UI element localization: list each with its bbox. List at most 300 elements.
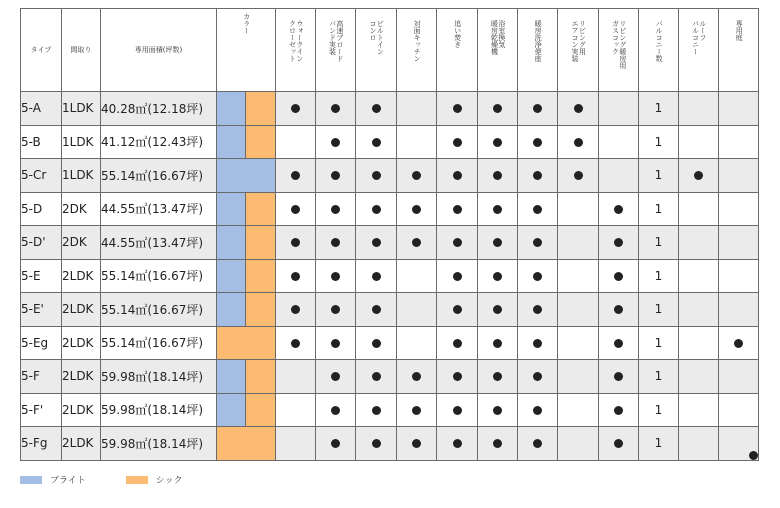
header-color: カラー	[217, 9, 276, 92]
availability-dot	[493, 205, 502, 214]
availability-dot	[493, 339, 502, 348]
availability-dot	[331, 171, 340, 180]
color-bright-swatch	[217, 159, 276, 193]
color-chic-swatch	[246, 192, 276, 226]
cell-feature	[437, 427, 478, 461]
header-feature: 浴室換気 暖房乾燥機	[478, 9, 518, 92]
availability-dot	[291, 104, 300, 113]
cell-feature	[276, 393, 316, 427]
cell-balcony-count: 1	[639, 159, 679, 193]
availability-dot	[412, 406, 421, 415]
availability-dot	[493, 439, 502, 448]
availability-dot	[614, 238, 623, 247]
availability-dot	[453, 339, 462, 348]
availability-dot	[331, 305, 340, 314]
availability-dot	[574, 171, 583, 180]
cell-private-garden	[719, 427, 759, 461]
availability-dot	[331, 439, 340, 448]
availability-dot	[412, 372, 421, 381]
cell-feature	[478, 226, 518, 260]
availability-dot	[412, 439, 421, 448]
cell-area: 55.14㎡(16.67坪)	[101, 293, 217, 327]
availability-dot	[372, 406, 381, 415]
availability-dot	[291, 305, 300, 314]
cell-roof-balcony	[679, 159, 719, 193]
cell-feature	[276, 259, 316, 293]
table-row	[21, 92, 759, 126]
table-row	[21, 192, 759, 226]
availability-dot	[453, 205, 462, 214]
cell-feature	[276, 159, 316, 193]
legend-bright-swatch	[20, 476, 42, 484]
cell-feature	[437, 393, 478, 427]
cell-feature	[397, 427, 437, 461]
cell-roof-balcony	[679, 393, 719, 427]
availability-dot	[533, 238, 542, 247]
availability-dot	[412, 205, 421, 214]
spec-table	[20, 8, 759, 461]
cell-feature	[518, 427, 558, 461]
availability-dot	[331, 238, 340, 247]
table-row	[21, 259, 759, 293]
availability-dot	[291, 238, 300, 247]
color-bright-swatch	[217, 192, 246, 226]
cell-feature	[599, 293, 639, 327]
cell-private-garden	[719, 259, 759, 293]
availability-dot	[614, 372, 623, 381]
cell-area: 59.98㎡(18.14坪)	[101, 393, 217, 427]
availability-dot	[493, 104, 502, 113]
cell-feature	[437, 259, 478, 293]
availability-dot	[291, 205, 300, 214]
color-chic-swatch	[246, 92, 276, 126]
cell-type: 5-F	[21, 360, 62, 394]
cell-feature	[558, 360, 599, 394]
header-row	[21, 9, 759, 92]
cell-private-garden	[719, 393, 759, 427]
cell-feature	[518, 192, 558, 226]
color-chic-swatch	[217, 427, 276, 461]
cell-feature	[437, 226, 478, 260]
availability-dot	[533, 406, 542, 415]
table-row	[21, 293, 759, 327]
cell-feature	[437, 293, 478, 327]
cell-feature	[478, 427, 518, 461]
availability-dot	[533, 171, 542, 180]
availability-dot	[412, 171, 421, 180]
cell-roof-balcony	[679, 92, 719, 126]
availability-dot	[533, 104, 542, 113]
cell-madori: 2LDK	[62, 427, 101, 461]
cell-private-garden	[719, 360, 759, 394]
availability-dot	[493, 406, 502, 415]
cell-roof-balcony	[679, 192, 719, 226]
availability-dot	[453, 138, 462, 147]
cell-feature	[599, 192, 639, 226]
availability-dot	[533, 439, 542, 448]
color-bright-swatch	[217, 226, 246, 260]
cell-feature	[276, 226, 316, 260]
cell-madori: 2LDK	[62, 259, 101, 293]
cell-feature	[397, 92, 437, 126]
availability-dot	[533, 305, 542, 314]
cell-madori: 2DK	[62, 192, 101, 226]
availability-dot	[574, 104, 583, 113]
cell-feature	[518, 92, 558, 126]
cell-area: 44.55㎡(13.47坪)	[101, 192, 217, 226]
cell-type: 5-D	[21, 192, 62, 226]
cell-feature	[599, 226, 639, 260]
cell-balcony-count: 1	[639, 259, 679, 293]
cell-feature	[276, 192, 316, 226]
availability-dot	[372, 205, 381, 214]
cell-type: 5-Cr	[21, 159, 62, 193]
availability-dot	[734, 339, 743, 348]
availability-dot	[614, 339, 623, 348]
cell-roof-balcony	[679, 326, 719, 360]
cell-type: 5-B	[21, 125, 62, 159]
availability-dot	[331, 406, 340, 415]
cell-private-garden	[719, 226, 759, 260]
cell-feature	[397, 326, 437, 360]
header-feature: 暖房洗浄便座	[518, 9, 558, 92]
cell-balcony-count: 1	[639, 192, 679, 226]
availability-dot	[372, 339, 381, 348]
cell-feature	[478, 92, 518, 126]
cell-feature	[518, 125, 558, 159]
header-feature: 対面キッチン	[397, 9, 437, 92]
availability-dot	[372, 439, 381, 448]
cell-roof-balcony	[679, 125, 719, 159]
cell-balcony-count: 1	[639, 226, 679, 260]
cell-balcony-count: 1	[639, 293, 679, 327]
availability-dot	[372, 305, 381, 314]
cell-feature	[518, 259, 558, 293]
cell-private-garden	[719, 326, 759, 360]
header-feature: リビング用 エアコン実装	[558, 9, 599, 92]
cell-feature	[599, 393, 639, 427]
availability-dot	[574, 138, 583, 147]
availability-dot	[614, 272, 623, 281]
color-bright-swatch	[217, 293, 246, 327]
cell-madori: 2LDK	[62, 393, 101, 427]
cell-feature	[397, 259, 437, 293]
cell-feature	[599, 360, 639, 394]
cell-feature	[558, 393, 599, 427]
cell-madori: 2DK	[62, 226, 101, 260]
color-bright-swatch	[217, 393, 246, 427]
color-bright-swatch	[217, 259, 246, 293]
header-area: 専用面積(坪数)	[101, 9, 217, 92]
cell-feature	[316, 393, 356, 427]
cell-feature	[397, 192, 437, 226]
cell-area: 59.98㎡(18.14坪)	[101, 360, 217, 394]
cell-feature	[478, 159, 518, 193]
availability-dot	[412, 238, 421, 247]
cell-feature	[316, 427, 356, 461]
availability-dot	[493, 372, 502, 381]
color-chic-swatch	[246, 293, 276, 327]
cell-private-garden	[719, 125, 759, 159]
cell-feature	[397, 293, 437, 327]
cell-feature	[356, 226, 397, 260]
color-chic-swatch	[217, 326, 276, 360]
cell-feature	[558, 259, 599, 293]
availability-dot	[372, 104, 381, 113]
cell-feature	[276, 125, 316, 159]
availability-dot	[614, 439, 623, 448]
cell-feature	[276, 326, 316, 360]
cell-feature	[316, 92, 356, 126]
availability-dot	[493, 171, 502, 180]
cell-type: 5-A	[21, 92, 62, 126]
cell-balcony-count: 1	[639, 92, 679, 126]
cell-feature	[437, 192, 478, 226]
cell-feature	[316, 259, 356, 293]
cell-feature	[356, 259, 397, 293]
table-row	[21, 360, 759, 394]
cell-madori: 2LDK	[62, 293, 101, 327]
cell-feature	[437, 125, 478, 159]
cell-madori: 1LDK	[62, 125, 101, 159]
cell-feature	[356, 360, 397, 394]
cell-feature	[356, 92, 397, 126]
color-legend	[20, 473, 223, 486]
header-feature: リビング暖房用 ガスコック	[599, 9, 639, 92]
cell-feature	[356, 159, 397, 193]
cell-private-garden	[719, 159, 759, 193]
cell-private-garden	[719, 293, 759, 327]
cell-feature	[599, 326, 639, 360]
cell-feature	[558, 326, 599, 360]
cell-type: 5-Eg	[21, 326, 62, 360]
cell-balcony-count: 1	[639, 125, 679, 159]
cell-area: 59.98㎡(18.14坪)	[101, 427, 217, 461]
cell-feature	[518, 326, 558, 360]
cell-feature	[397, 360, 437, 394]
cell-feature	[437, 92, 478, 126]
cell-balcony-count: 1	[639, 393, 679, 427]
legend-bright-label: ブライト	[50, 476, 86, 486]
cell-feature	[558, 427, 599, 461]
header-feature: ビルトイン コンロ	[356, 9, 397, 92]
availability-dot	[453, 272, 462, 281]
cell-madori: 1LDK	[62, 159, 101, 193]
header-madori: 間取り	[62, 9, 101, 92]
cell-feature	[356, 427, 397, 461]
cell-roof-balcony	[679, 427, 719, 461]
cell-roof-balcony	[679, 293, 719, 327]
cell-feature	[316, 326, 356, 360]
cell-feature	[558, 226, 599, 260]
availability-dot	[493, 138, 502, 147]
cell-feature	[599, 259, 639, 293]
cell-feature	[276, 293, 316, 327]
availability-dot	[453, 372, 462, 381]
availability-dot	[291, 339, 300, 348]
color-chic-swatch	[246, 360, 276, 394]
legend-chic-label: シック	[155, 476, 183, 486]
availability-dot	[372, 138, 381, 147]
availability-dot	[372, 372, 381, 381]
cell-feature	[478, 259, 518, 293]
cell-feature	[397, 159, 437, 193]
cell-feature	[599, 159, 639, 193]
cell-feature	[397, 125, 437, 159]
cell-feature	[356, 293, 397, 327]
cell-feature	[558, 159, 599, 193]
cell-madori: 1LDK	[62, 92, 101, 126]
availability-dot	[331, 272, 340, 281]
cell-feature	[558, 293, 599, 327]
availability-dot	[331, 339, 340, 348]
cell-feature	[316, 360, 356, 394]
cell-feature	[316, 159, 356, 193]
cell-feature	[316, 226, 356, 260]
cell-feature	[518, 393, 558, 427]
availability-dot	[694, 171, 703, 180]
cell-balcony-count: 1	[639, 360, 679, 394]
cell-feature	[478, 326, 518, 360]
cell-area: 55.14㎡(16.67坪)	[101, 159, 217, 193]
availability-dot	[331, 104, 340, 113]
cell-feature	[356, 326, 397, 360]
cell-type: 5-E'	[21, 293, 62, 327]
cell-feature	[478, 393, 518, 427]
table-row	[21, 393, 759, 427]
cell-feature	[478, 125, 518, 159]
cell-feature	[599, 92, 639, 126]
cell-roof-balcony	[679, 360, 719, 394]
cell-type: 5-E	[21, 259, 62, 293]
cell-feature	[316, 192, 356, 226]
header-type: タイプ	[21, 9, 62, 92]
cell-feature	[276, 427, 316, 461]
availability-dot	[453, 238, 462, 247]
availability-dot	[372, 272, 381, 281]
availability-dot	[493, 272, 502, 281]
availability-dot	[291, 272, 300, 281]
cell-type: 5-D'	[21, 226, 62, 260]
cell-feature	[316, 125, 356, 159]
cell-feature	[478, 360, 518, 394]
cell-feature	[437, 360, 478, 394]
cell-feature	[437, 159, 478, 193]
availability-dot	[614, 205, 623, 214]
cell-feature	[478, 192, 518, 226]
availability-dot	[331, 205, 340, 214]
availability-dot	[372, 238, 381, 247]
header-balcony: バルコニー数	[639, 9, 679, 92]
cell-roof-balcony	[679, 226, 719, 260]
availability-dot	[331, 372, 340, 381]
availability-dot	[291, 171, 300, 180]
availability-dot	[533, 138, 542, 147]
cell-feature	[276, 92, 316, 126]
availability-dot	[453, 104, 462, 113]
cell-feature	[356, 125, 397, 159]
availability-dot	[533, 372, 542, 381]
color-chic-swatch	[246, 259, 276, 293]
table-row	[21, 226, 759, 260]
cell-feature	[276, 360, 316, 394]
cell-area: 41.12㎡(12.43坪)	[101, 125, 217, 159]
cell-feature	[397, 393, 437, 427]
table-row	[21, 125, 759, 159]
color-chic-swatch	[246, 226, 276, 260]
table-row	[21, 159, 759, 193]
cell-feature	[356, 393, 397, 427]
header-private-garden: 専用庭	[719, 9, 759, 92]
availability-dot	[331, 138, 340, 147]
cell-feature	[437, 326, 478, 360]
color-bright-swatch	[217, 125, 246, 159]
availability-dot	[749, 451, 758, 460]
cell-area: 44.55㎡(13.47坪)	[101, 226, 217, 260]
cell-private-garden	[719, 192, 759, 226]
availability-dot	[614, 305, 623, 314]
cell-balcony-count: 1	[639, 427, 679, 461]
cell-type: 5-F'	[21, 393, 62, 427]
color-bright-swatch	[217, 360, 246, 394]
cell-feature	[518, 159, 558, 193]
table-row	[21, 427, 759, 461]
cell-feature	[356, 192, 397, 226]
cell-feature	[558, 125, 599, 159]
cell-feature	[558, 92, 599, 126]
availability-dot	[533, 272, 542, 281]
color-chic-swatch	[246, 393, 276, 427]
header-feature: 追い焚き	[437, 9, 478, 92]
availability-dot	[533, 205, 542, 214]
cell-feature	[558, 192, 599, 226]
cell-roof-balcony	[679, 259, 719, 293]
table-row	[21, 326, 759, 360]
cell-feature	[397, 226, 437, 260]
cell-feature	[518, 293, 558, 327]
cell-feature	[316, 293, 356, 327]
availability-dot	[493, 305, 502, 314]
header-feature: 高速ブロード バンド実装	[316, 9, 356, 92]
availability-dot	[372, 171, 381, 180]
header-roof-balcony: ルーフ バルコニー	[679, 9, 719, 92]
color-chic-swatch	[246, 125, 276, 159]
cell-type: 5-Fg	[21, 427, 62, 461]
cell-feature	[518, 226, 558, 260]
availability-dot	[453, 406, 462, 415]
cell-feature	[518, 360, 558, 394]
availability-dot	[493, 238, 502, 247]
availability-dot	[533, 339, 542, 348]
cell-madori: 2LDK	[62, 326, 101, 360]
cell-area: 40.28㎡(12.18坪)	[101, 92, 217, 126]
legend-chic-swatch	[126, 476, 148, 484]
cell-feature	[599, 427, 639, 461]
cell-madori: 2LDK	[62, 360, 101, 394]
cell-area: 55.14㎡(16.67坪)	[101, 259, 217, 293]
availability-dot	[453, 439, 462, 448]
cell-feature	[478, 293, 518, 327]
header-feature: ウォークイン クローゼット	[276, 9, 316, 92]
availability-dot	[614, 406, 623, 415]
cell-area: 55.14㎡(16.67坪)	[101, 326, 217, 360]
cell-private-garden	[719, 92, 759, 126]
availability-dot	[453, 305, 462, 314]
cell-feature	[599, 125, 639, 159]
color-bright-swatch	[217, 92, 246, 126]
cell-balcony-count: 1	[639, 326, 679, 360]
availability-dot	[453, 171, 462, 180]
